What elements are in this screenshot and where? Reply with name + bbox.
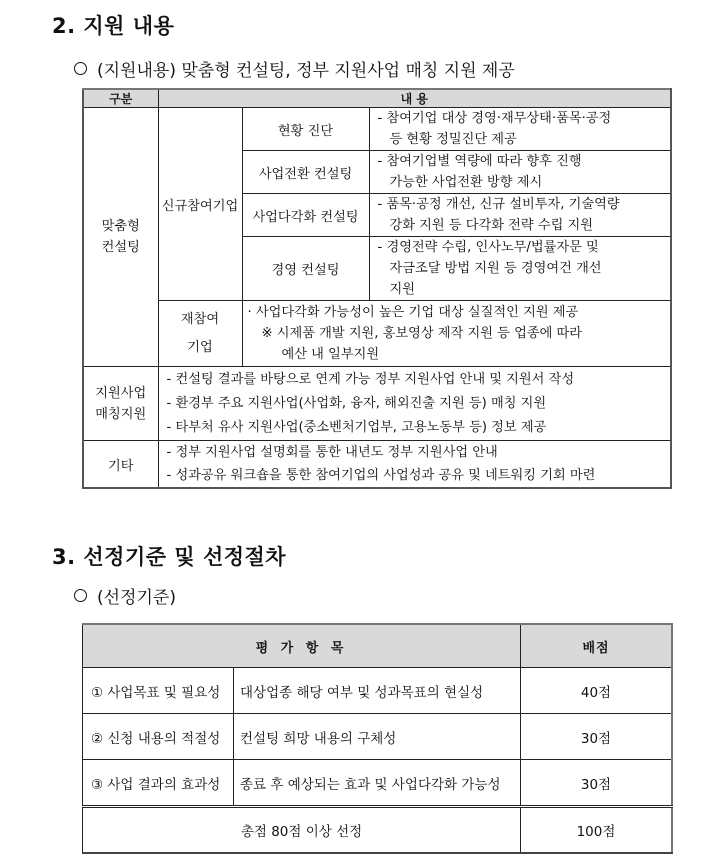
section-2-title: 2. 지원 내용: [52, 14, 175, 38]
category-line: 매칭지원: [95, 406, 147, 422]
section-3-title: 3. 선정기준 및 선정절차: [52, 545, 287, 569]
desc-line: 지원: [389, 282, 415, 297]
total-label: 총점 80점 이상 선정: [83, 807, 521, 854]
item-description: [369, 237, 671, 301]
matching-description: [158, 367, 671, 441]
item-name: 사업전환 컨설팅: [242, 151, 369, 194]
desc-line: - 환경부 주요 지원사업(사업화, 융자, 해외진출 지원 등) 매칭 지원: [166, 395, 547, 411]
desc-line: 예산 내 일부지원: [281, 347, 380, 362]
item-name: 경영 컨설팅: [242, 237, 369, 301]
criteria-score: 40점: [521, 668, 673, 714]
desc-line: 등 현황 정밀진단 제공: [389, 132, 517, 147]
criteria-description: 컨설팅 희망 내용의 구체성: [234, 714, 521, 760]
category-custom-consulting: [83, 108, 158, 367]
table-row: [83, 668, 673, 714]
circle-bullet-icon: [74, 589, 87, 602]
total-score: 100점: [521, 807, 673, 854]
category-line: 컨설팅: [101, 240, 140, 255]
label-line: 재참여: [180, 311, 220, 327]
criteria-item: ① 사업목표 및 필요성: [83, 668, 234, 714]
item-description: [369, 151, 671, 194]
header-content: 내 용: [158, 89, 671, 108]
table-row: [83, 108, 671, 151]
desc-line: 자금조달 방법 지원 등 경영여건 개선: [389, 261, 602, 276]
selection-criteria-table: [82, 623, 673, 854]
header-score: 배점: [521, 624, 673, 668]
table-row: [83, 714, 673, 760]
label-line: 기업: [187, 339, 213, 355]
header-evaluation-item: 평 가 항 목: [83, 624, 521, 668]
desc-line: - 참여기업 대상 경영·재무상태·품목·공정: [377, 111, 612, 126]
section-2-bullet-text: (지원내용) 맞춤형 컨설팅, 정부 지원사업 매칭 지원 제공: [97, 61, 515, 81]
table-row: [83, 441, 671, 489]
section-3-bullet-text: (선정기준): [97, 588, 176, 608]
desc-line: - 참여기업별 역량에 따라 향후 진행: [377, 154, 582, 169]
desc-line: 가능한 사업전환 방향 제시: [389, 175, 543, 190]
total-row: [83, 807, 673, 854]
header-category: 구분: [83, 89, 158, 108]
section-3-bullet: [74, 583, 176, 608]
item-description: [369, 194, 671, 237]
category-etc: 기타: [83, 441, 158, 489]
item-name: 사업다각화 컨설팅: [242, 194, 369, 237]
desc-line: - 품목·공정 개선, 신규 설비투자, 기술역량: [377, 197, 620, 212]
category-line: 맞춤형: [101, 219, 140, 234]
table-header-row: [83, 89, 671, 108]
criteria-description: 대상업종 해당 여부 및 성과목표의 현실성: [234, 668, 521, 714]
criteria-description: 종료 후 예상되는 효과 및 사업다각화 가능성: [234, 760, 521, 807]
desc-line: - 성과공유 워크숍을 통한 참여기업의 사업성과 공유 및 네트워킹 기회 마련: [166, 468, 596, 483]
subcategory-new-participants: 신규참여기업: [158, 108, 242, 301]
subcategory-re-participants: [158, 301, 242, 367]
table-header-row: [83, 624, 673, 668]
category-matching: [83, 367, 158, 441]
criteria-item: ② 신청 내용의 적절성: [83, 714, 234, 760]
desc-line: - 타부처 유사 지원사업(중소벤처기업부, 고용노동부 등) 정보 제공: [166, 419, 547, 435]
criteria-score: 30점: [521, 760, 673, 807]
circle-bullet-icon: [74, 62, 87, 75]
re-participants-description: [242, 301, 671, 367]
item-description: [369, 108, 671, 151]
desc-line: · 사업다각화 가능성이 높은 기업 대상 실질적인 지원 제공: [247, 305, 579, 320]
desc-line: - 컨설팅 결과를 바탕으로 연계 가능 정부 지원사업 안내 및 지원서 작성: [166, 371, 575, 387]
table-row: [83, 367, 671, 441]
criteria-score: 30점: [521, 714, 673, 760]
table-row: [83, 301, 671, 367]
desc-line: 강화 지원 등 다각화 전략 수립 지원: [389, 218, 593, 233]
desc-line: ※ 시제품 개발 지원, 홍보영상 제작 지원 등 업종에 따라: [261, 326, 582, 341]
desc-line: - 정부 지원사업 설명회를 통한 내년도 정부 지원사업 안내: [166, 445, 498, 460]
category-line: 지원사업: [95, 385, 147, 401]
etc-description: [158, 441, 671, 489]
criteria-item: ③ 사업 결과의 효과성: [83, 760, 234, 807]
table-row: [83, 760, 673, 807]
section-2-bullet: [74, 56, 515, 81]
support-content-table: [82, 88, 672, 489]
item-name: 현황 진단: [242, 108, 369, 151]
desc-line: - 경영전략 수립, 인사노무/법률자문 및: [377, 240, 599, 255]
